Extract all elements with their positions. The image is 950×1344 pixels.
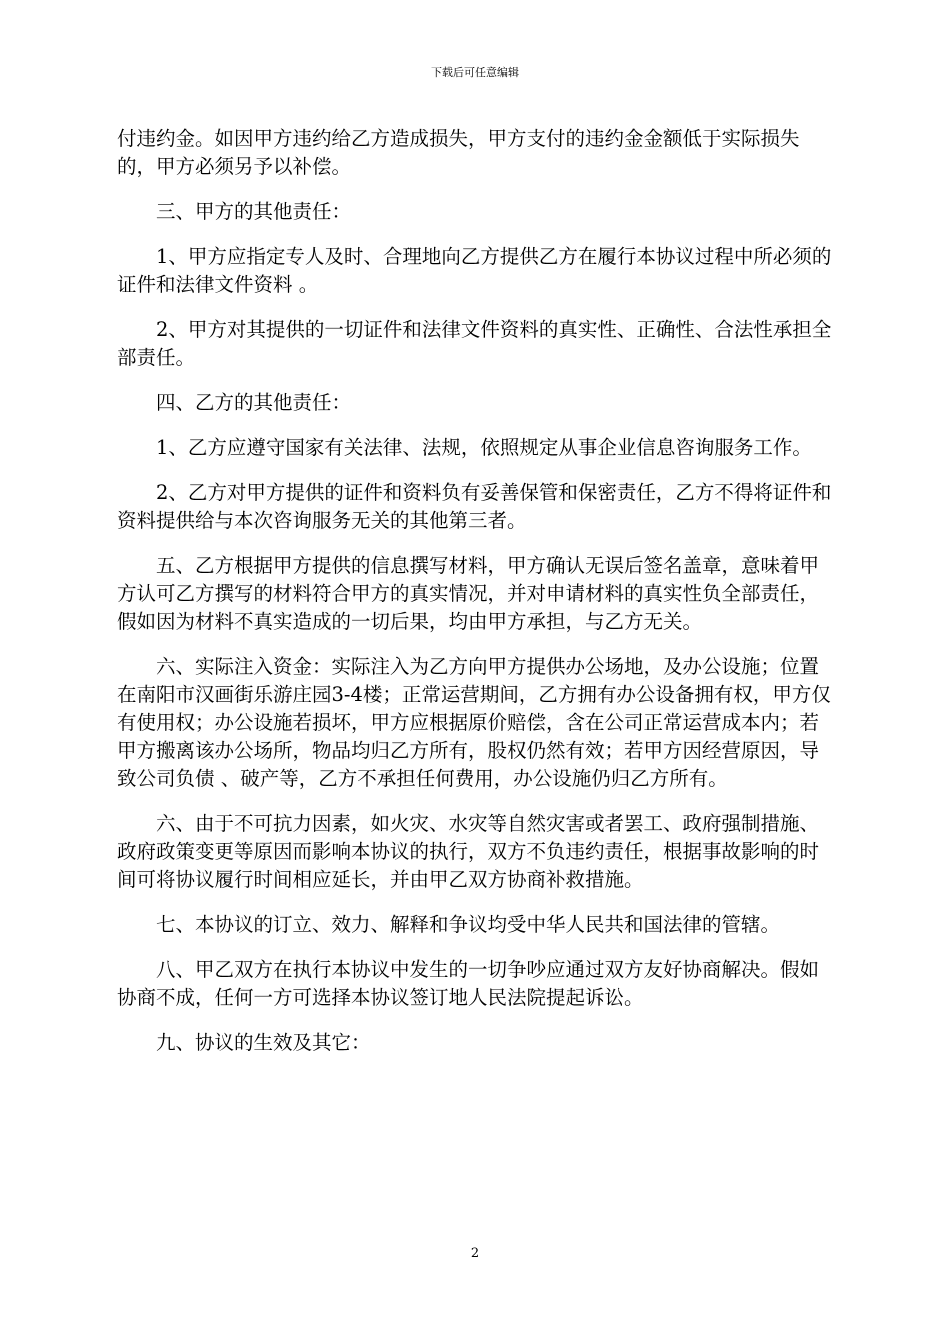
document-body: [117, 125, 832, 1074]
section-9-heading: 九、协议的生效及其它：: [156, 1031, 371, 1054]
paragraph-4-2: 2、乙方对甲方提供的证件和资料负有妥善保管和保密责任，乙方不得将证件和资料提供给与本次咨询服务无关的其他第三者。: [117, 481, 832, 532]
section-6-force-majeure-paragraph: 六、由于不可抗力因素，如火灾、水灾等自然灾害或者罢工、政府强制措施、政府政策变更等原因而影响本协议的执行，双方不负违约责任，根据事故影响的时间可将协议履行时间相应延长，并由甲乙双方协商补救措施。: [117, 812, 820, 891]
paragraph-3-1: 1、甲方应指定专人及时、合理地向乙方提供乙方在履行本协议过程中所必须的证件和法律文件资料 。: [117, 245, 832, 296]
section-7-paragraph: 七、本协议的订立、效力、解释和争议均受中华人民共和国法律的管辖。: [156, 913, 781, 936]
section-8-paragraph: 八、甲乙双方在执行本协议中发生的一切争吵应通过双方友好协商解决。假如协商不成，任何一方可选择本协议签订地人民法院提起诉讼。: [117, 958, 820, 1009]
paragraph-4-1: 1、乙方应遵守国家有关法律、法规，依照规定从事企业信息咨询服务工作。: [156, 436, 812, 459]
paragraph-1: 付违约金。如因甲方违约给乙方造成损失，甲方支付的违约金金额低于实际损失的，甲方必须另予以补偿。: [117, 127, 800, 178]
section-6-capital-paragraph: 六、实际注入资金：实际注入为乙方向甲方提供办公场地，及办公设施；位置在南阳市汉画街乐游庄园3-4楼；正常运营期间，乙方拥有办公设备拥有权，甲方仅有使用权；办公设施若损坏，甲方应根据原价赔偿，含在公司正常运营成本内；若甲方搬离该办公场所，物品均归乙方所有，股权仍然有效；若甲方因经营原因，导致公司负债 、破产等，乙方不承担任何费用，办公设施仍归乙方所有。: [117, 655, 831, 790]
section-4-heading: 四、乙方的其他责任：: [156, 391, 352, 414]
section-5-paragraph: 五、乙方根据甲方提供的信息撰写材料，甲方确认无误后签名盖章，意味着甲方认可乙方撰写的材料符合甲方的真实情况，并对申请材料的真实性负全部责任，假如因为材料不真实造成的一切后果，均由甲方承担，与乙方无关。: [117, 554, 820, 633]
paragraph-3-2: 2、甲方对其提供的一切证件和法律文件资料的真实性、正确性、合法性承担全部责任。: [117, 318, 832, 369]
page-header: 下载后可任意编辑: [431, 66, 519, 79]
page-number: 2: [470, 1246, 480, 1261]
section-3-heading: 三、甲方的其他责任：: [156, 200, 352, 223]
